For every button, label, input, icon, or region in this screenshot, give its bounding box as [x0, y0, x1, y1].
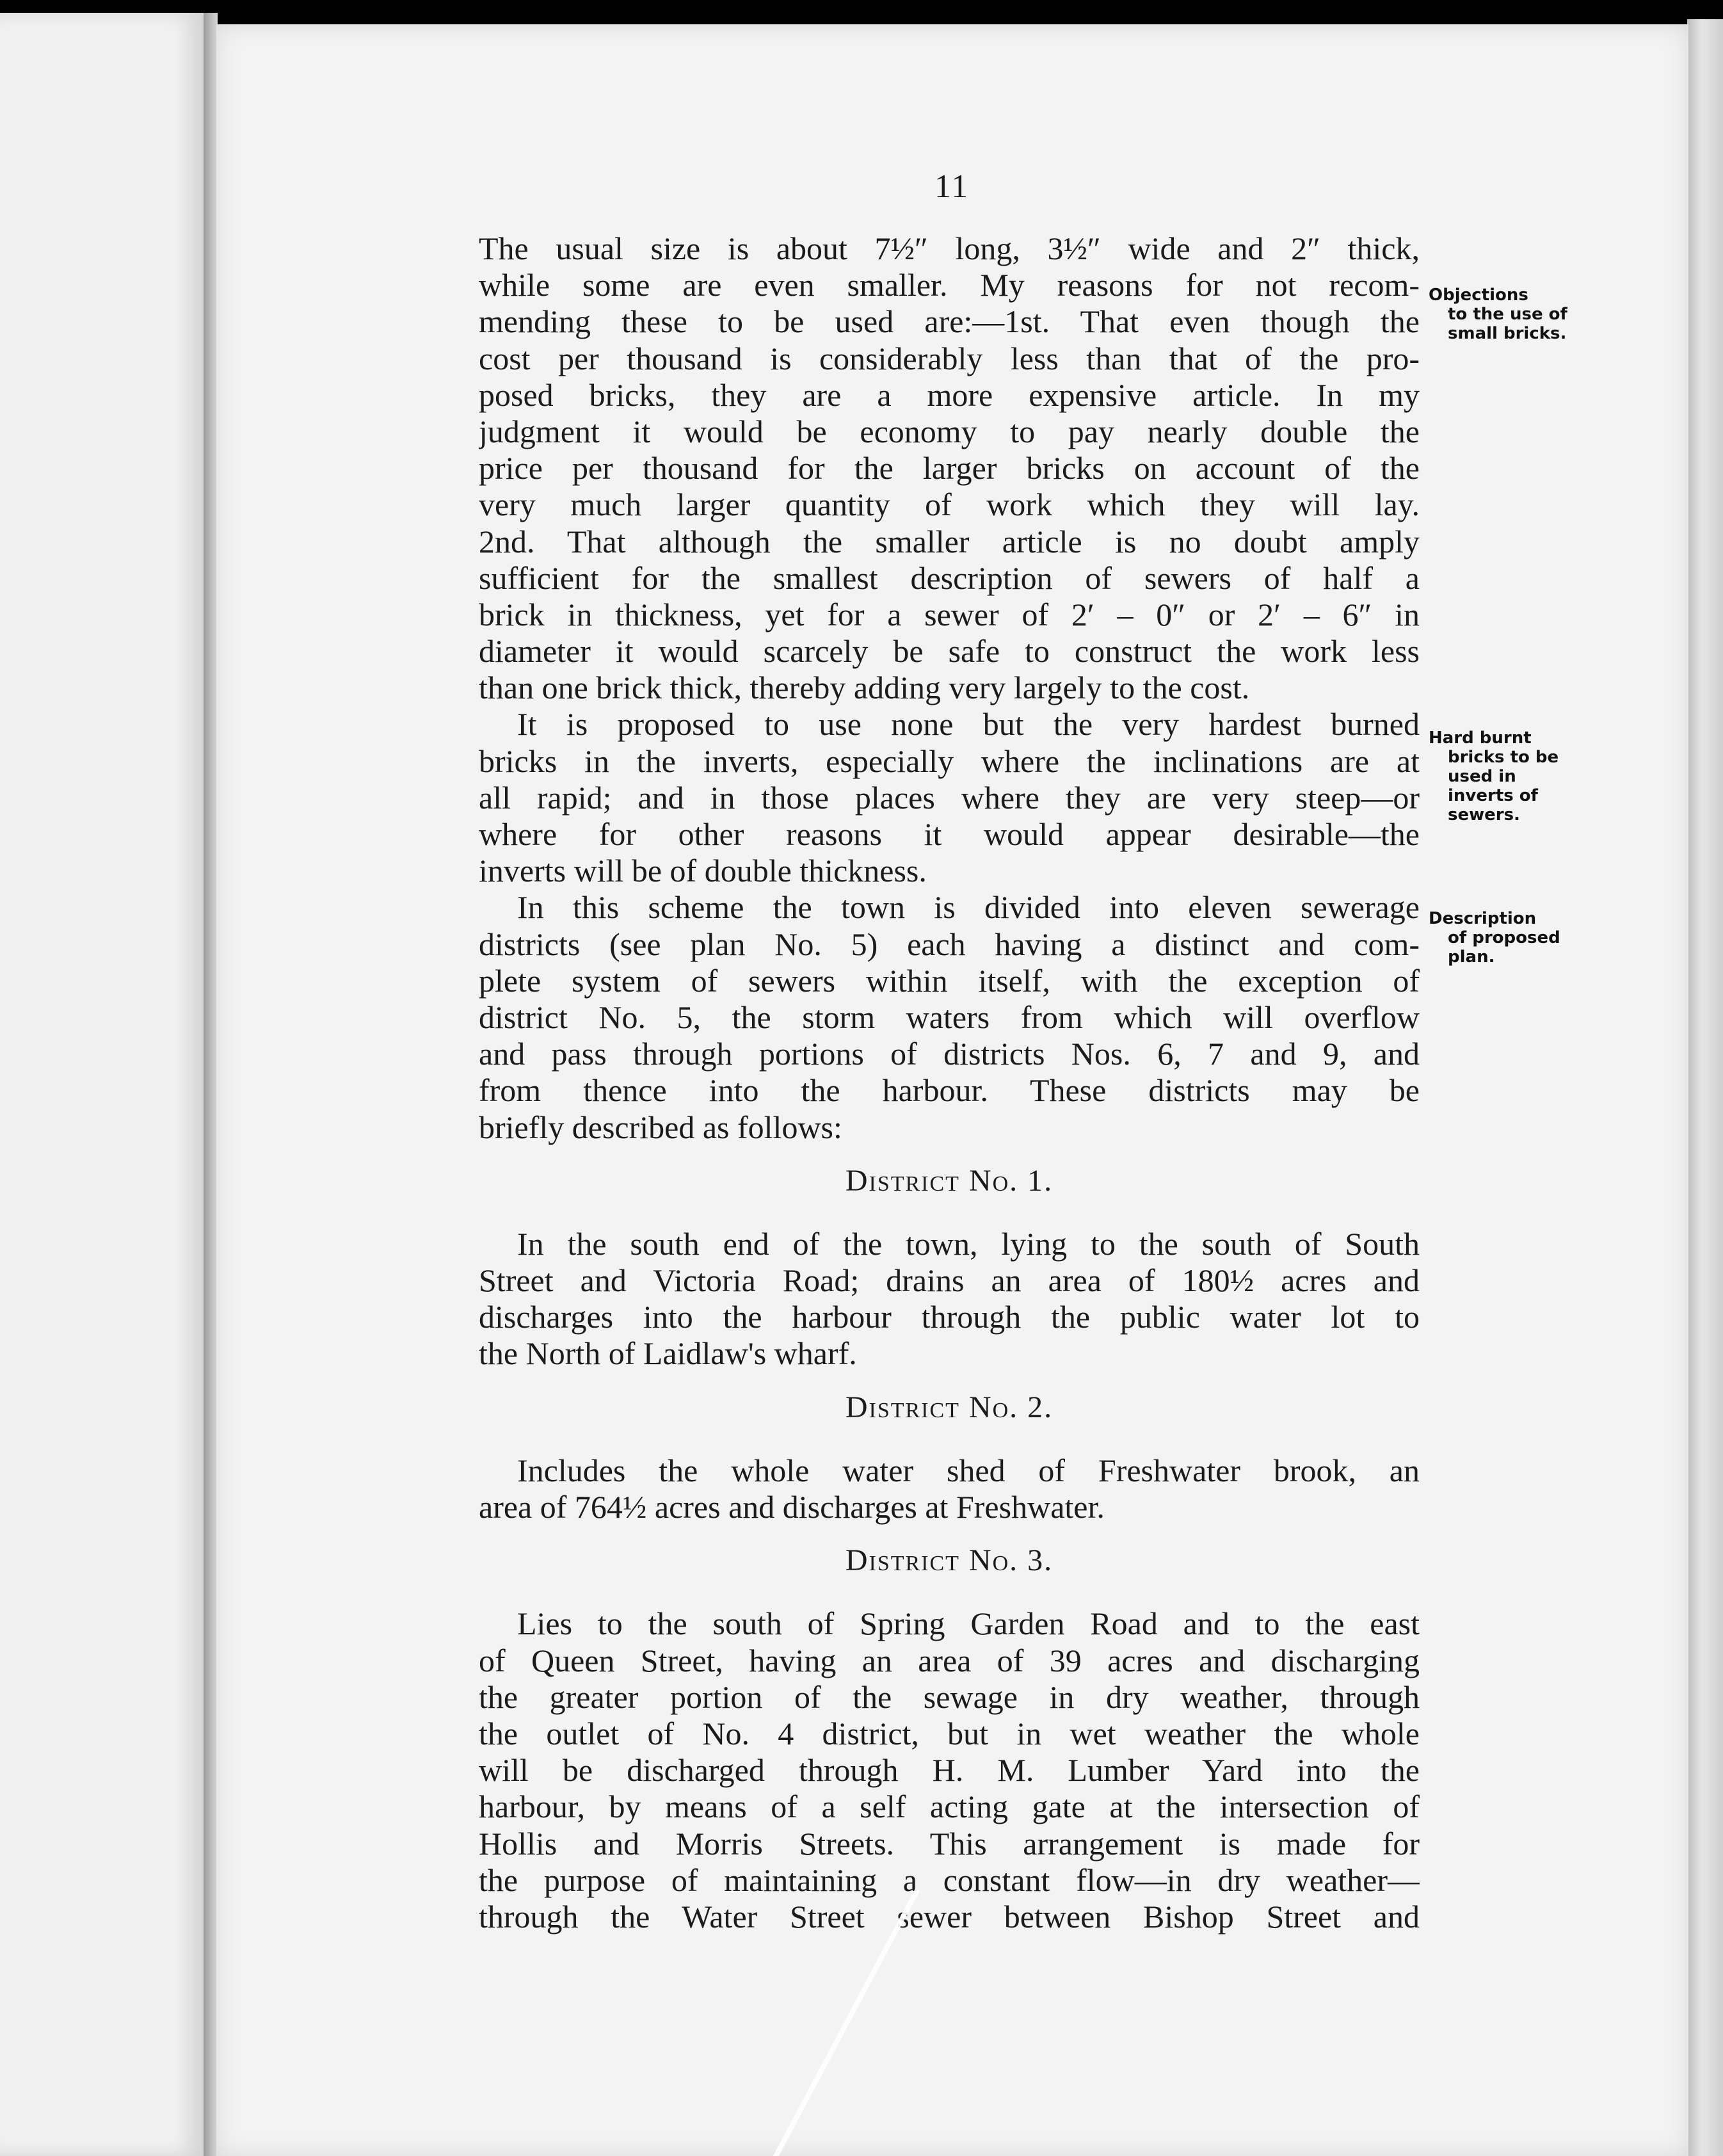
margin-note-line: small bricks. [1448, 324, 1567, 343]
margin-note-line: bricks to be [1448, 748, 1559, 767]
text-line: will be discharged through H. M. Lumber Yard into the [479, 1752, 1420, 1789]
margin-note-line: Description [1429, 909, 1537, 928]
text-line: cost per thousand is considerably less than that of the pro- [479, 340, 1420, 376]
margin-note-line: Hard burnt [1429, 728, 1532, 748]
margin-note-line: inverts of [1448, 786, 1538, 805]
paragraph-scheme-description [479, 889, 1420, 1145]
text-line: the purpose of maintaining a constant flow—in dry weather— [479, 1862, 1420, 1898]
text-line: and pass through portions of districts Nos. 6, 7 and 9, and [479, 1036, 1420, 1072]
text-line: Street and Victoria Road; drains an area of 180½ acres and [479, 1262, 1420, 1299]
page-stack-edge [1687, 19, 1723, 2156]
text-line: In this scheme the town is divided into eleven sewerage [517, 889, 1420, 926]
margin-note-line: sewers. [1448, 805, 1520, 825]
margin-note-hard-burnt [1429, 728, 1559, 825]
margin-note-objections [1429, 286, 1567, 343]
margin-note-line: Objections [1429, 286, 1528, 305]
text-line: diameter it would scarcely be safe to construct the work less [479, 633, 1420, 670]
text-line: the greater portion of the sewage in dry weather, through [479, 1678, 1420, 1715]
text-line: district No. 5, the storm waters from which will overflow [479, 999, 1420, 1035]
text-line: plete system of sewers within itself, with the exception of [479, 962, 1420, 999]
text-line: The usual size is about 7½″ long, 3½″ wide and 2″ thick, [479, 230, 1420, 266]
paragraph-brick-size [479, 230, 1420, 706]
text-line: while some are even smaller. My reasons for not recom- [479, 267, 1420, 303]
paragraph-hard-bricks [479, 706, 1420, 889]
text-line: from thence into the harbour. These districts may be [479, 1072, 1420, 1109]
text-line: all rapid; and in those places where they are very steep—or [479, 779, 1420, 816]
page-body [479, 230, 1420, 1935]
text-line: than one brick thick, thereby adding very largely to the cost. [479, 670, 1250, 706]
previous-page-edge [0, 13, 206, 2156]
margin-note-line: used in [1448, 767, 1516, 786]
text-line: mending these to be used are:—1st. That even though the [479, 303, 1420, 340]
text-line: bricks in the inverts, especially where the inclinations are at [479, 743, 1420, 779]
text-line: the outlet of No. 4 district, but in wet weather the whole [479, 1715, 1420, 1751]
text-line: harbour, by means of a self acting gate at the intersection of [479, 1789, 1420, 1825]
text-line: very much larger quantity of work which they will lay. [479, 487, 1420, 523]
text-line: districts (see plan No. 5) each having a distinct and com- [479, 926, 1420, 962]
text-line: inverts will be of double thickness. [479, 853, 927, 889]
district-1-heading: District No. 1. [845, 1163, 1054, 1198]
text-line: of Queen Street, having an area of 39 acres and discharging [479, 1642, 1420, 1678]
book-gutter [204, 13, 218, 2156]
text-line: through the Water Street sewer between Bishop Street and [479, 1898, 1420, 1935]
margin-note-line: to the use of [1448, 305, 1567, 324]
district-2-paragraph [479, 1452, 1420, 1525]
text-line: It is proposed to use none but the very hardest burned [517, 706, 1420, 743]
margin-note-line: plan. [1448, 947, 1495, 967]
text-line: In the south end of the town, lying to the south of South [517, 1225, 1420, 1262]
text-line: Lies to the south of Spring Garden Road and to the east [517, 1605, 1420, 1642]
text-line: briefly described as follows: [479, 1109, 842, 1145]
district-1-paragraph [479, 1226, 1420, 1372]
page-number: 11 [934, 168, 970, 205]
text-line: judgment it would be economy to pay nearly double the [479, 413, 1420, 449]
text-line: Hollis and Morris Streets. This arrangement is made for [479, 1825, 1420, 1862]
text-line: Includes the whole water shed of Freshwater brook, an [517, 1452, 1420, 1488]
text-line: price per thousand for the larger bricks on account of the [479, 450, 1420, 487]
text-line: discharges into the harbour through the public water lot to [479, 1299, 1420, 1335]
district-3-heading: District No. 3. [845, 1543, 1054, 1578]
district-3-paragraph [479, 1605, 1420, 1935]
text-line: where for other reasons it would appear desirable—the [479, 816, 1420, 852]
margin-note-line: of proposed [1448, 928, 1560, 947]
district-2-heading: District No. 2. [845, 1390, 1054, 1424]
text-line: the North of Laidlaw's wharf. [479, 1335, 857, 1372]
text-line: posed bricks, they are a more expensive article. In my [479, 376, 1420, 413]
text-line: sufficient for the smallest description of sewers of half a [479, 559, 1420, 596]
text-line: area of 764½ acres and discharges at Freshwater. [479, 1489, 1105, 1525]
text-line: 2nd. That although the smaller article is no doubt amply [479, 523, 1420, 559]
margin-note-description [1429, 909, 1560, 967]
text-line: brick in thickness, yet for a sewer of 2′ – 0″ or 2′ – 6″ in [479, 596, 1420, 632]
